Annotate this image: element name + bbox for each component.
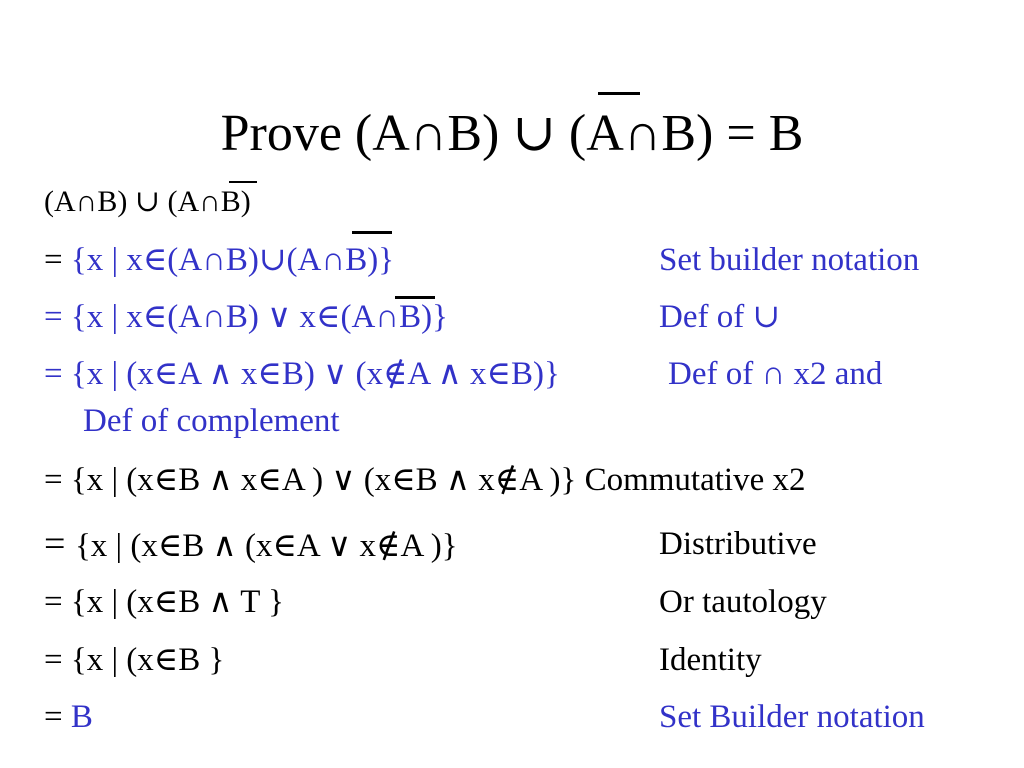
proof-step-6: = {x | (x∈B ∧ T } [44, 584, 284, 620]
step-6-justification: Or tautology [659, 584, 827, 620]
title-intersection-symbol-2: ∩ [623, 105, 662, 162]
title-text-mid: B) ∪ ( [447, 105, 587, 162]
step-1-expression: {x | x∈(A∩B)∪(A∩B)} [70, 242, 395, 278]
proof-step-8 [44, 697, 93, 737]
step-2-justification: Def of ∪ [659, 299, 781, 335]
step-8-result: B [70, 699, 93, 735]
title-text-prefix: Prove (A [220, 105, 410, 162]
line1-complement-bar [352, 231, 392, 234]
proof-step-3: = {x | (x∈A ∧ x∈B) ∨ (x∉A ∧ x∈B)} [44, 356, 560, 392]
proof-start-line: (A∩B) ∪ (A∩B) [44, 185, 251, 218]
title-complement-a: A [586, 105, 624, 162]
proof-step-7: = {x | (x∈B } [44, 642, 225, 678]
proof-step-1 [44, 240, 394, 280]
step-3-justification-continued: Def of complement [83, 403, 340, 439]
equals-sign: = [44, 699, 71, 735]
title-intersection-symbol: ∩ [409, 105, 448, 162]
step-8-justification: Set Builder notation [659, 699, 925, 735]
proof-step-5 [44, 524, 458, 566]
step-1-justification: Set builder notation [659, 242, 920, 278]
proof-step-2: = {x | x∈(A∩B) ∨ x∈(A∩B)} [44, 299, 448, 335]
step-5-justification: Distributive [659, 526, 817, 562]
title-text-suffix: B) = B [661, 105, 804, 162]
step-7-justification: Identity [659, 642, 762, 678]
title-complement-bar [598, 92, 640, 95]
slide-title [0, 98, 1024, 170]
equals-sign: = [44, 242, 71, 278]
equals-sign: = [44, 523, 75, 565]
step-3-justification: Def of ∩ x2 and [668, 356, 883, 392]
step-5-expression: {x | (x∈B ∧ (x∈A ∨ x∉A )} [74, 528, 458, 564]
line0-complement-bar [229, 181, 257, 183]
proof-step-4: = {x | (x∈B ∧ x∈A ) ∨ (x∈B ∧ x∉A )} Commutative x2 [44, 462, 806, 498]
line2-complement-bar [395, 296, 435, 299]
